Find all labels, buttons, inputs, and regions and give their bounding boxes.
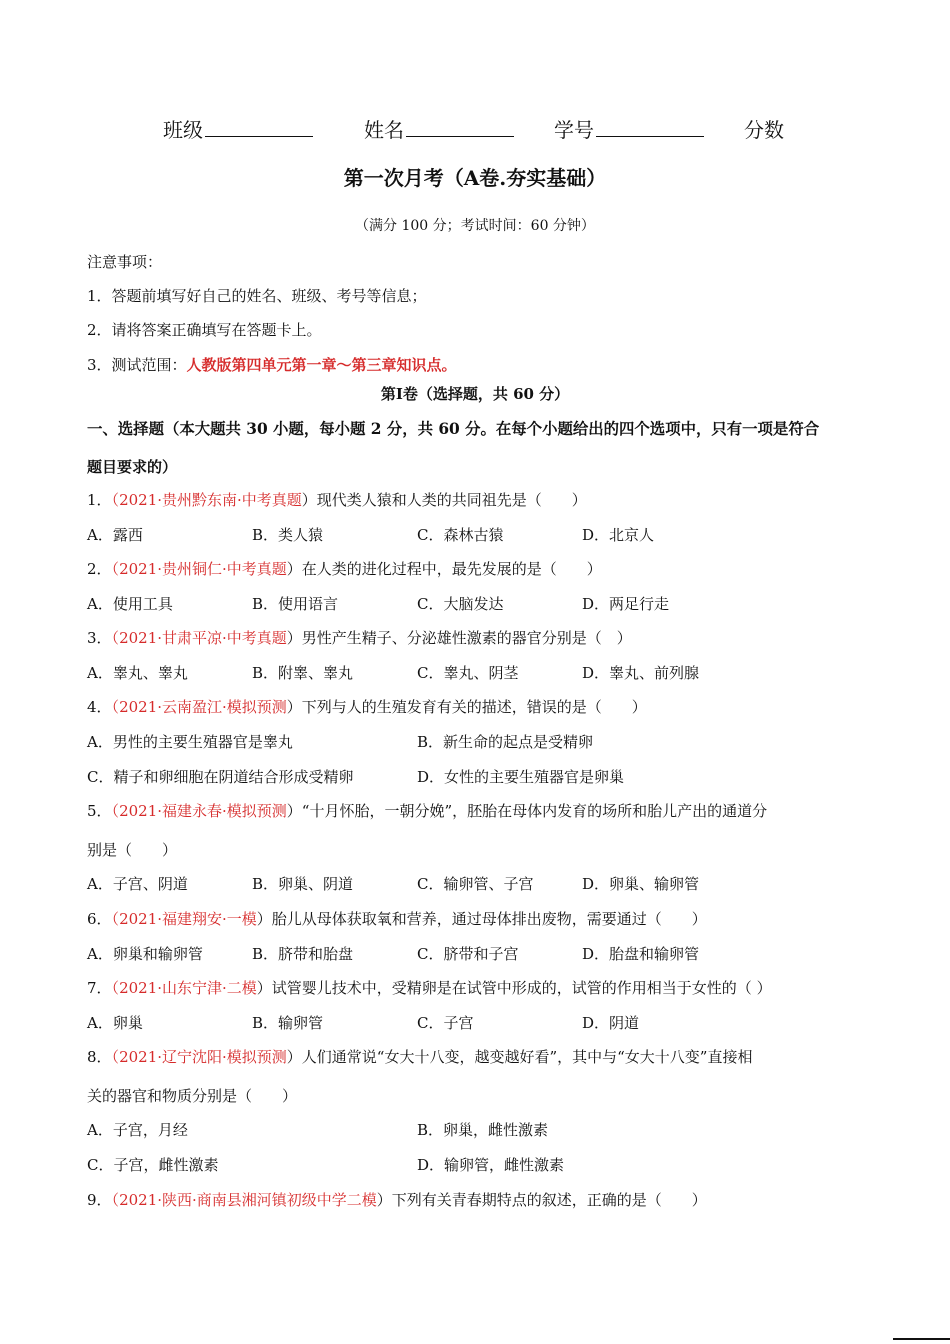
question-2 bbox=[87, 559, 602, 579]
option-d: D．输卵管，雌性激素 bbox=[417, 1156, 565, 1174]
source-close: ） bbox=[286, 629, 302, 647]
question-stem: 胎儿从母体获取氧和营养，通过母体排出废物，需要通过（ ） bbox=[271, 910, 707, 928]
option-a: A．男性的主要生殖器官是睾丸 bbox=[87, 733, 293, 751]
notes-heading: 注意事项： bbox=[87, 253, 163, 271]
question-source: 2021·贵州铜仁·中考真题 bbox=[119, 560, 287, 578]
source-open: （ bbox=[111, 910, 120, 928]
option-c: C．睾丸、阴茎 bbox=[417, 664, 519, 682]
option-d: D．女性的主要生殖器官是卵巢 bbox=[417, 768, 625, 786]
question-5-stem-cont: 别是（ ） bbox=[87, 841, 178, 859]
source-close: ） bbox=[286, 698, 302, 716]
question-source: 2021·山东宁津·二模 bbox=[119, 979, 257, 997]
option-c: C．森林古猿 bbox=[417, 526, 504, 544]
notes-item-2: 2．请将答案正确填写在答题卡上。 bbox=[87, 321, 322, 339]
option-c: C．输卵管、子宫 bbox=[417, 875, 534, 893]
source-close: ） bbox=[286, 1048, 302, 1066]
question-3 bbox=[87, 628, 632, 648]
source-open: （ bbox=[111, 629, 120, 647]
source-open: （ bbox=[111, 1048, 120, 1066]
source-close: ） bbox=[301, 491, 317, 509]
option-b: B．新生命的起点是受精卵 bbox=[417, 733, 594, 751]
source-close: ） bbox=[286, 802, 302, 820]
test-scope: 人教版第四单元第一章～第三章知识点。 bbox=[186, 356, 457, 374]
option-d: D．睾丸、前列腺 bbox=[582, 664, 700, 682]
option-d: D．胎盘和输卵管 bbox=[582, 945, 700, 963]
question-number: 4． bbox=[87, 698, 112, 716]
source-close: ） bbox=[256, 979, 272, 997]
question-number: 6． bbox=[87, 910, 112, 928]
notes-item-3 bbox=[87, 355, 457, 375]
question-source: 2021·辽宁沈阳·模拟预测 bbox=[119, 1048, 287, 1066]
question-stem: 男性产生精子、分泌雄性激素的器官分别是（ ） bbox=[301, 629, 632, 647]
option-b: B．使用语言 bbox=[252, 595, 339, 613]
source-close: ） bbox=[256, 910, 272, 928]
score-field bbox=[744, 114, 784, 143]
notes-item-1: 1．答题前填写好自己的姓名、班级、考号等信息； bbox=[87, 287, 427, 305]
section-title: 第Ⅰ卷（选择题，共 60 分） bbox=[380, 385, 570, 403]
source-open: （ bbox=[111, 491, 120, 509]
option-a: A．子宫、阴道 bbox=[87, 875, 188, 893]
option-b: B．卵巢、阴道 bbox=[252, 875, 354, 893]
option-b: B．卵巢，雌性激素 bbox=[417, 1121, 549, 1139]
question-source: 2021·云南盈江·模拟预测 bbox=[119, 698, 287, 716]
question-7 bbox=[87, 978, 772, 998]
question-stem: 人们通常说“女大十八变，越变越好看”，其中与“女大十八变”直接相 bbox=[301, 1048, 753, 1066]
question-number: 5． bbox=[87, 802, 112, 820]
option-a: A．睾丸、睾丸 bbox=[87, 664, 188, 682]
question-stem: 下列与人的生殖发育有关的描述，错误的是（ ） bbox=[301, 698, 647, 716]
question-number: 9． bbox=[87, 1191, 112, 1209]
question-stem: 试管婴儿技术中，受精卵是在试管中形成的，试管的作用相当于女性的（ ） bbox=[271, 979, 772, 997]
option-a: A．使用工具 bbox=[87, 595, 173, 613]
question-source: 2021·福建翔安·一模 bbox=[119, 910, 257, 928]
class-label: 班级 bbox=[163, 118, 203, 142]
name-field bbox=[364, 114, 514, 143]
source-open: （ bbox=[111, 979, 120, 997]
option-b: B．类人猿 bbox=[252, 526, 324, 544]
page-corner-rule bbox=[893, 1338, 950, 1340]
option-d: D．阴道 bbox=[582, 1014, 640, 1032]
option-d: D．两足行走 bbox=[582, 595, 670, 613]
source-open: （ bbox=[111, 802, 120, 820]
option-a: A．卵巢和输卵管 bbox=[87, 945, 203, 963]
name-label: 姓名 bbox=[364, 118, 404, 142]
part-heading-line-1: 一、选择题（本大题共 30 小题，每小题 2 分，共 60 分。在每个小题给出的四个选项中，只有一项是符合 bbox=[87, 420, 820, 438]
option-b: B．输卵管 bbox=[252, 1014, 324, 1032]
option-b: B．附睾、睾丸 bbox=[252, 664, 354, 682]
option-a: A．子宫，月经 bbox=[87, 1121, 188, 1139]
question-number: 1． bbox=[87, 491, 112, 509]
score-label: 分数 bbox=[744, 118, 784, 142]
number-field bbox=[554, 114, 704, 143]
source-open: （ bbox=[111, 698, 120, 716]
question-source: 2021·甘肃平凉·中考真题 bbox=[119, 629, 287, 647]
option-c: C．脐带和子宫 bbox=[417, 945, 519, 963]
name-blank bbox=[406, 118, 514, 137]
question-number: 2． bbox=[87, 560, 112, 578]
class-blank bbox=[205, 118, 313, 137]
source-close: ） bbox=[286, 560, 302, 578]
question-8 bbox=[87, 1047, 752, 1067]
option-c: C．子宫，雌性激素 bbox=[87, 1156, 219, 1174]
option-a: A．露西 bbox=[87, 526, 143, 544]
number-label: 学号 bbox=[554, 118, 594, 142]
exam-subtitle: （满分 100 分；考试时间：60 分钟） bbox=[355, 218, 595, 234]
option-b: B．脐带和胎盘 bbox=[252, 945, 354, 963]
question-source: 2021·陕西·商南县湘河镇初级中学二模 bbox=[119, 1191, 377, 1209]
option-d: D．北京人 bbox=[582, 526, 655, 544]
option-a: A．卵巢 bbox=[87, 1014, 143, 1032]
page-title: 第一次月考（A卷.夯实基础） bbox=[343, 166, 607, 190]
question-stem: 下列有关青春期特点的叙述，正确的是（ ） bbox=[391, 1191, 707, 1209]
question-stem: 现代类人猿和人类的共同祖先是（ ） bbox=[316, 491, 587, 509]
question-8-stem-cont: 关的器官和物质分别是（ ） bbox=[87, 1087, 298, 1105]
question-9 bbox=[87, 1190, 707, 1210]
question-stem: 在人类的进化过程中，最先发展的是（ ） bbox=[301, 560, 602, 578]
question-5 bbox=[87, 801, 767, 821]
number-blank bbox=[596, 118, 704, 137]
question-number: 3． bbox=[87, 629, 112, 647]
question-number: 7． bbox=[87, 979, 112, 997]
option-d: D．卵巢、输卵管 bbox=[582, 875, 700, 893]
question-stem: “十月怀胎，一朝分娩”，胚胎在母体内发育的场所和胎儿产出的通道分 bbox=[301, 802, 768, 820]
notes-item-3-prefix: 3．测试范围： bbox=[87, 356, 187, 374]
question-number: 8． bbox=[87, 1048, 112, 1066]
question-1 bbox=[87, 490, 587, 510]
option-c: C．精子和卵细胞在阴道结合形成受精卵 bbox=[87, 768, 354, 786]
question-6 bbox=[87, 909, 707, 929]
source-close: ） bbox=[376, 1191, 392, 1209]
question-source: 2021·福建永春·模拟预测 bbox=[119, 802, 287, 820]
source-open: （ bbox=[111, 1191, 120, 1209]
question-4 bbox=[87, 697, 647, 717]
question-source: 2021·贵州黔东南·中考真题 bbox=[119, 491, 302, 509]
option-c: C．子宫 bbox=[417, 1014, 474, 1032]
part-heading-line-2: 题目要求的） bbox=[87, 458, 178, 476]
source-open: （ bbox=[111, 560, 120, 578]
option-c: C．大脑发达 bbox=[417, 595, 504, 613]
class-field bbox=[163, 114, 313, 143]
